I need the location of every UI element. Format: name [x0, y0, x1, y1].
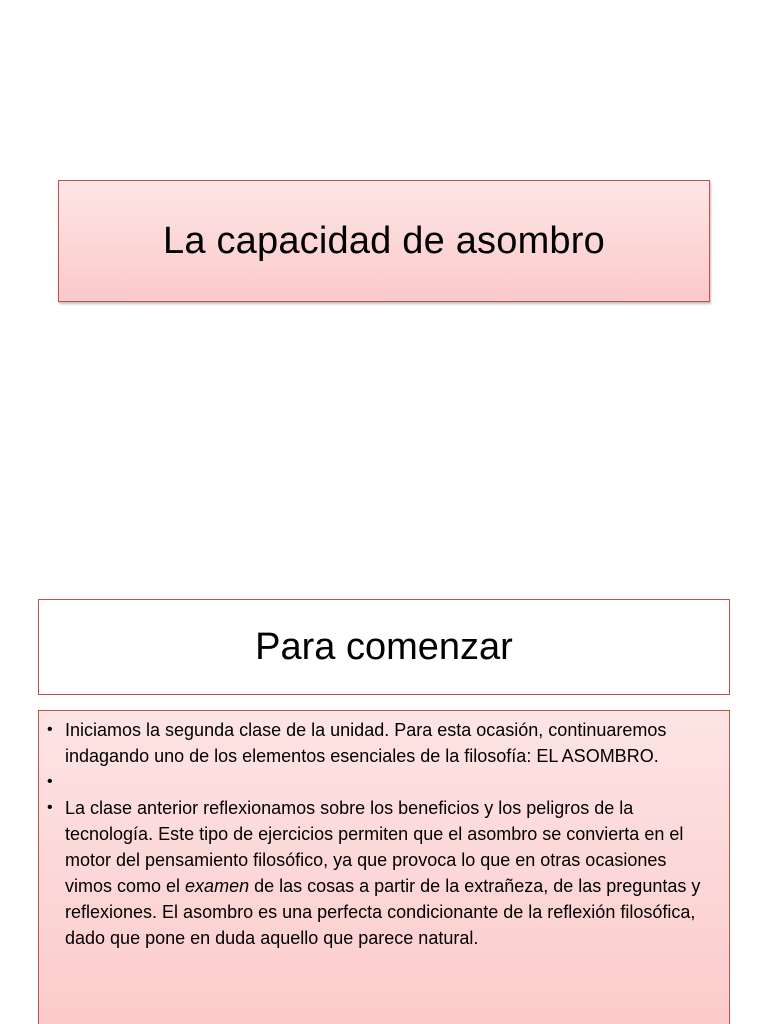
- bullet-emphasis: examen: [185, 876, 250, 896]
- bullet-icon: •: [47, 773, 53, 790]
- bullet-text-part: de las cosas a partir de la extrañeza, de las preguntas y reflexiones. El asombro es una perfecta condicionante de la reflexión filosófica, dado que pone en duda aquello que parece natural.: [65, 876, 701, 948]
- bullet-item: [47, 769, 715, 795]
- bullet-list: [47, 717, 715, 951]
- slide-title: La capacidad de asombro: [163, 219, 605, 262]
- title-slide-box: [58, 180, 710, 302]
- content-box: [38, 710, 730, 1024]
- bullet-icon: •: [47, 799, 53, 816]
- section-title: Para comenzar: [255, 625, 513, 668]
- bullet-item: [47, 795, 715, 951]
- bullet-text: Iniciamos la segunda clase de la unidad. Para esta ocasión, continuaremos indagando uno de los elementos esenciales de la filosofía: EL ASOMBRO.: [65, 720, 667, 766]
- bullet-item: [47, 717, 715, 769]
- bullet-text-part: La clase anterior reflexionamos sobre los beneficios y los peligros de la tecnología. Este tipo de ejercicios permiten que el asombro se convierta en el motor del pensamiento filosófico, ya que provoca lo que en otras ocasiones vimos como el: [65, 798, 684, 896]
- bullet-icon: •: [47, 721, 53, 738]
- section-header-box: [38, 599, 730, 695]
